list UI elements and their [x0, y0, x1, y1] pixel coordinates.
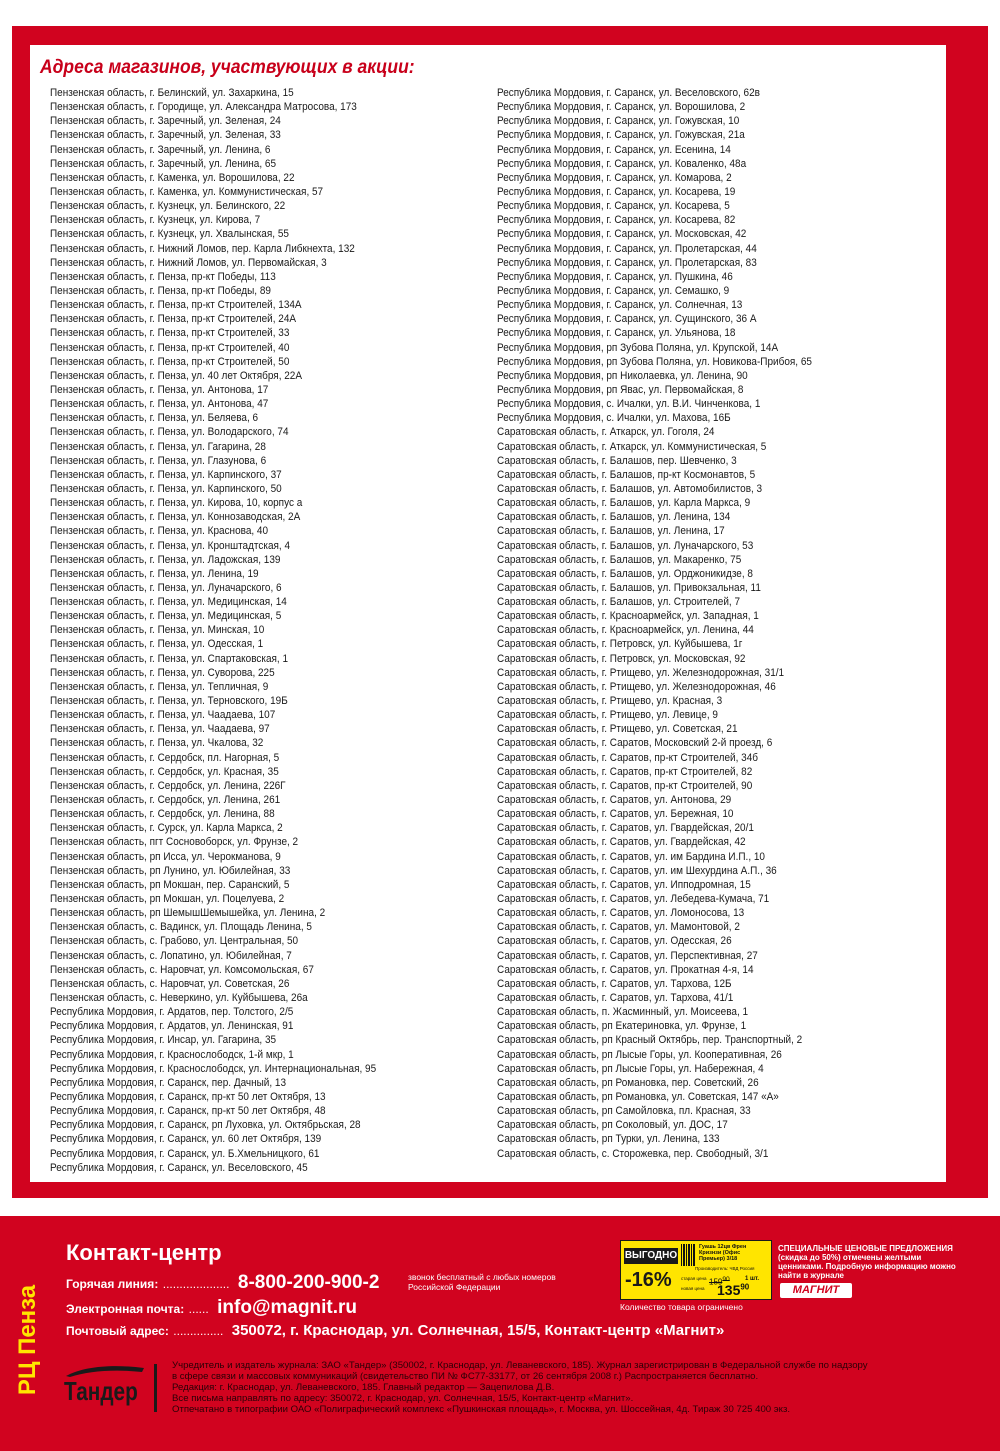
- store-address-item: Саратовская область, г. Балашов, ул. Орджоникидзе, 8: [497, 567, 753, 580]
- store-address-item: Пензенская область, г. Пенза, ул. Луначарского, 6: [50, 581, 282, 594]
- store-address-item: Пензенская область, г. Каменка, ул. Ворошилова, 22: [50, 171, 295, 184]
- store-address-item: Республика Мордовия, рп Николаевка, ул. Ленина, 90: [497, 369, 748, 382]
- store-address-item: Республика Мордовия, г. Саранск, ул. Косарева, 19: [497, 185, 736, 198]
- store-address-item: Саратовская область, г. Балашов, ул. Автомобилистов, 3: [497, 482, 763, 495]
- store-address-item: Республика Мордовия, г. Саранск, ул. Коваленко, 48а: [497, 157, 747, 170]
- store-address-item: Пензенская область, с. Лопатино, ул. Юбилейная, 7: [50, 949, 292, 962]
- store-address-item: Пензенская область, г. Кузнецк, ул. Кирова, 7: [50, 214, 261, 227]
- store-address-item: Республика Мордовия, г. Краснослободск, 1-й мкр, 1: [50, 1048, 294, 1061]
- address-list-left: [50, 86, 490, 1175]
- store-address-item: Республика Мордовия, г. Саранск, пер. Дачный, 13: [50, 1076, 287, 1089]
- postal-label: Почтовый адрес:: [66, 1324, 169, 1338]
- store-address-item: Пензенская область, с. Наровчат, ул. Советская, 26: [50, 977, 290, 990]
- store-address-item: Пензенская область, г. Пенза, ул. Гагарина, 28: [50, 440, 266, 453]
- special-offers-text: СПЕЦИАЛЬНЫЕ ЦЕНОВЫЕ ПРЕДЛОЖЕНИЯ (скидка до 50%) отмечены желтыми ценниками. Подробную информацию можно найти в журнале: [778, 1244, 956, 1280]
- store-address-item: Пензенская область, г. Пенза, пр-кт Строителей, 40: [50, 341, 290, 354]
- tander-logo-text: Тандер: [64, 1376, 138, 1406]
- store-address-item: Саратовская область, г. Саратов, ул. Ломоносова, 13: [497, 907, 745, 920]
- store-address-item: Саратовская область, г. Балашов, пер. Шевченко, 3: [497, 454, 737, 467]
- store-address-item: Пензенская область, г. Пенза, ул. 40 лет Октября, 22А: [50, 369, 303, 382]
- store-address-item: Пензенская область, г. Пенза, ул. Карпинского, 37: [50, 468, 282, 481]
- publisher-imprint: [172, 1360, 972, 1415]
- price-tag-example: [620, 1240, 772, 1300]
- store-address-item: Саратовская область, г. Саратов, ул. Тархова, 41/1: [497, 992, 734, 1004]
- store-address-item: Республика Мордовия, г. Саранск, ул. Комарова, 2: [497, 171, 732, 184]
- store-address-item: Саратовская область, г. Ртищево, ул. Левице, 9: [497, 709, 718, 722]
- contact-center-title: Контакт-центр: [66, 1240, 222, 1265]
- store-address-item: Пензенская область, г. Кузнецк, ул. Хвалынская, 55: [50, 228, 289, 241]
- store-address-item: Саратовская область, рп Турки, ул. Ленина, 133: [497, 1133, 720, 1146]
- store-address-item: Пензенская область, г. Нижний Ломов, ул. Первомайская, 3: [50, 256, 327, 269]
- store-address-item: Саратовская область, г. Балашов, пр-кт Космонавтов, 5: [497, 468, 756, 481]
- store-address-item: Пензенская область, г. Пенза, ул. Володарского, 74: [50, 426, 289, 439]
- store-address-item: Пензенская область, г. Пенза, ул. Антонова, 47: [50, 398, 269, 411]
- store-address-item: Саратовская область, г. Саратов, ул. им Шехурдина А.П., 36: [497, 864, 777, 877]
- store-address-item: Саратовская область, г. Балашов, ул. Строителей, 7: [497, 596, 741, 609]
- barcode-icon: [681, 1244, 695, 1266]
- store-address-item: Саратовская область, рп Лысые Горы, ул. Набережная, 4: [497, 1062, 764, 1075]
- store-address-item: Пензенская область, г. Пенза, ул. Кирова, 10, корпус а: [50, 497, 303, 510]
- store-address-item: Республика Мордовия, г. Саранск, ул. Семашко, 9: [497, 284, 730, 297]
- store-address-item: Республика Мордовия, г. Саранск, ул. Ворошилова, 2: [497, 101, 746, 114]
- store-address-item: Пензенская область, г. Пенза, пр-кт Строителей, 33: [50, 327, 290, 340]
- store-address-item: Пензенская область, пгт Сосновоборск, ул. Фрунзе, 2: [50, 836, 299, 849]
- list-title: Адреса магазинов, участвующих в акции:: [40, 57, 415, 78]
- store-address-item: Пензенская область, с. Наровчат, ул. Комсомольская, 67: [50, 963, 314, 976]
- store-address-item: Пензенская область, г. Сердобск, ул. Красная, 35: [50, 765, 279, 778]
- store-address-item: Республика Мордовия, с. Ичалки, ул. В.И. Чинченкова, 1: [497, 398, 761, 411]
- store-address-item: Республика Мордовия, г. Ардатов, ул. Ленинская, 91: [50, 1020, 294, 1033]
- store-address-item: Республика Мордовия, рп Зубова Поляна, ул. Крупской, 14А: [497, 341, 779, 354]
- store-address-item: Саратовская область, г. Ртищево, ул. Советская, 21: [497, 723, 738, 736]
- store-address-item: Саратовская область, г. Балашов, ул. Макаренко, 75: [497, 553, 742, 566]
- store-address-item: Пензенская область, рп Исса, ул. Черокманова, 9: [50, 850, 281, 863]
- store-address-item: Саратовская область, г. Саратов, пр-кт Строителей, 82: [497, 765, 753, 778]
- imprint-line: Отпечатано в типографии ОАО «Полиграфический комплекс «Пушкинская площадь», г. Москва, ул. Шоссейная, 4д. Тираж 30 725 400 экз.: [172, 1404, 791, 1415]
- store-address-item: Пензенская область, г. Пенза, пр-кт Строителей, 24А: [50, 313, 297, 326]
- store-address-item: Саратовская область, г. Саратов, ул. Тархова, 12Б: [497, 977, 732, 990]
- tander-logo: [64, 1364, 146, 1412]
- store-address-item: Саратовская область, г. Красноармейск, ул. Ленина, 44: [497, 624, 754, 637]
- store-address-item: Пензенская область, г. Пенза, ул. Тепличная, 9: [50, 680, 269, 693]
- store-address-item: Пензенская область, г. Пенза, ул. Карпинского, 50: [50, 482, 282, 495]
- store-address-item: Саратовская область, г. Ртищево, ул. Красная, 3: [497, 695, 723, 708]
- store-address-item: Республика Мордовия, г. Саранск, ул. Веселовского, 45: [50, 1161, 308, 1174]
- store-address-item: Саратовская область, г. Петровск, ул. Московская, 92: [497, 652, 746, 665]
- store-address-item: Пензенская область, г. Пенза, ул. Краснова, 40: [50, 525, 269, 538]
- promo-tag: ВЫГОДНО: [624, 1248, 678, 1264]
- store-address-item: Пензенская область, г. Пенза, ул. Чаадаева, 107: [50, 709, 276, 722]
- store-address-item: Республика Мордовия, с. Ичалки, ул. Махова, 16Б: [497, 412, 731, 425]
- store-address-item: Саратовская область, г. Красноармейск, ул. Западная, 1: [497, 610, 759, 623]
- store-address-item: Пензенская область, г. Пенза, пр-кт Строителей, 50: [50, 355, 290, 368]
- store-address-item: Саратовская область, г. Саратов, Московский 2-й проезд, 6: [497, 737, 773, 750]
- store-address-item: Пензенская область, г. Нижний Ломов, пер. Карла Либкнехта, 132: [50, 242, 355, 255]
- old-price-label: старая цена: [681, 1276, 707, 1281]
- store-address-item: Пензенская область, г. Пенза, ул. Спартаковская, 1: [50, 652, 289, 665]
- store-address-item: Пензенская область, рп Мокшан, ул. Поцелуева, 2: [50, 893, 285, 906]
- store-address-item: Пензенская область, г. Сердобск, ул. Ленина, 226Г: [50, 779, 286, 792]
- store-address-item: Саратовская область, г. Саратов, пр-кт Строителей, 90: [497, 779, 753, 792]
- store-address-item: Пензенская область, г. Заречный, ул. Ленина, 6: [50, 143, 271, 156]
- store-address-item: Пензенская область, г. Пенза, ул. Медицинская, 14: [50, 596, 287, 609]
- postal-address: 350072, г. Краснодар, ул. Солнечная, 15/5, Контакт-центр «Магнит»: [231, 1322, 725, 1339]
- store-address-item: Саратовская область, г. Ртищево, ул. Железнодорожная, 46: [497, 680, 776, 693]
- store-address-item: Республика Мордовия, г. Саранск, ул. Солнечная, 13: [497, 299, 743, 312]
- postal-dots: ...............: [173, 1324, 224, 1338]
- store-address-item: Республика Мордовия, г. Инсар, ул. Гагарина, 35: [50, 1034, 277, 1047]
- hotline-number[interactable]: 8-800-200-900-2: [237, 1272, 380, 1293]
- store-address-item: Саратовская область, г. Саратов, ул. им Бардина И.П., 10: [497, 850, 765, 863]
- store-address-item: Саратовская область, г. Балашов, ул. Карла Маркса, 9: [497, 497, 751, 510]
- store-address-item: Республика Мордовия, г. Саранск, ул. Пролетарская, 44: [497, 242, 757, 255]
- store-address-item: Пензенская область, г. Кузнецк, ул. Белинского, 22: [50, 200, 286, 213]
- new-price-label: новая цена: [681, 1286, 705, 1291]
- store-address-item: Пензенская область, г. Пенза, ул. Чаадаева, 97: [50, 723, 270, 736]
- price-tag-details: [681, 1244, 769, 1296]
- store-address-item: Пензенская область, г. Пенза, ул. Чкалова, 32: [50, 737, 264, 750]
- store-address-item: Пензенская область, рп Лунино, ул. Юбилейная, 33: [50, 864, 291, 877]
- address-list-right: [497, 86, 937, 1161]
- magnit-logo: МАГНИТ: [780, 1283, 852, 1298]
- store-address-item: Пензенская область, г. Сурск, ул. Карла Маркса, 2: [50, 822, 283, 835]
- store-address-item: Пензенская область, г. Пенза, пр-кт Победы, 89: [50, 284, 271, 297]
- store-address-item: Республика Мордовия, г. Саранск, ул. Косарева, 82: [497, 214, 736, 227]
- store-address-item: Саратовская область, г. Саратов, ул. Ипподромная, 15: [497, 878, 751, 891]
- store-address-item: Саратовская область, г. Саратов, пр-кт Строителей, 34б: [497, 751, 758, 764]
- store-address-item: Республика Мордовия, г. Саранск, пр-кт 50 лет Октября, 13: [50, 1090, 326, 1103]
- store-address-item: Пензенская область, г. Пенза, ул. Суворова, 225: [50, 666, 275, 679]
- email-label: Электронная почта:: [66, 1302, 185, 1316]
- store-address-item: Саратовская область, рп Самойловка, пл. Красная, 33: [497, 1105, 751, 1118]
- hotline-label: Горячая линия:: [66, 1277, 159, 1291]
- store-address-item: Саратовская область, г. Ртищево, ул. Железнодорожная, 31/1: [497, 666, 785, 679]
- store-address-item: Республика Мордовия, г. Саранск, ул. 60 лет Октября, 139: [50, 1133, 322, 1146]
- imprint-line: Учредитель и издатель журнала: ЗАО «Тандер» (350002, г. Краснодар, ул. Леваневского, 185). Журнал зарегистрирован в Федеральной службе по надзору: [172, 1360, 868, 1371]
- imprint-line: в сфере связи и массовых коммуникаций (свидетельство ПИ № ФС77-33177, от 26 сентября 2008 г.) Распространяется бесплатно.: [172, 1371, 759, 1382]
- store-address-item: Республика Мордовия, г. Саранск, пр-кт 50 лет Октября, 48: [50, 1105, 326, 1118]
- store-address-item: Пензенская область, г. Пенза, ул. Медицинская, 5: [50, 610, 282, 623]
- store-address-item: Республика Мордовия, г. Саранск, ул. Пролетарская, 83: [497, 256, 757, 269]
- store-address-item: Саратовская область, рп Романовка, ул. Советская, 147 «А»: [497, 1090, 779, 1103]
- store-address-item: Саратовская область, г. Саратов, ул. Гвардейская, 42: [497, 836, 746, 849]
- store-address-item: Пензенская область, г. Пенза, ул. Беляева, 6: [50, 412, 259, 425]
- store-address-item: Пензенская область, с. Вадинск, ул. Площадь Ленина, 5: [50, 921, 312, 934]
- email-row: [66, 1297, 357, 1319]
- store-address-item: Республика Мордовия, г. Саранск, ул. Гожувская, 10: [497, 115, 740, 128]
- store-address-item: Саратовская область, рп Красный Октябрь, пер. Транспортный, 2: [497, 1034, 803, 1047]
- store-address-item: Пензенская область, рп ШемышШемышейка, ул. Ленина, 2: [50, 907, 326, 920]
- promo-percent: -16%: [625, 1269, 672, 1291]
- store-address-item: Саратовская область, рп Лысые Горы, ул. Кооперативная, 26: [497, 1048, 782, 1061]
- new-price: $135^{90}$: [717, 1282, 750, 1298]
- store-address-item: Пензенская область, г. Пенза, ул. Ленина, 19: [50, 567, 259, 580]
- store-address-item: Пензенская область, г. Пенза, ул. Одесская, 1: [50, 638, 264, 651]
- store-address-item: Саратовская область, п. Жасминный, ул. Моисеева, 1: [497, 1006, 749, 1019]
- logo-divider: [154, 1364, 157, 1412]
- store-address-item: Саратовская область, г. Саратов, ул. Антонова, 29: [497, 794, 732, 807]
- store-address-item: Пензенская область, с. Грабово, ул. Центральная, 50: [50, 935, 299, 948]
- store-address-item: Пензенская область, с. Неверкино, ул. Куйбышева, 26а: [50, 992, 308, 1004]
- store-address-item: Саратовская область, г. Саратов, ул. Лебедева-Кумача, 71: [497, 893, 770, 906]
- store-address-item: Саратовская область, рп Екатериновка, ул. Фрунзе, 1: [497, 1020, 747, 1033]
- store-address-item: Саратовская область, рп Романовка, пер. Советский, 26: [497, 1076, 759, 1089]
- hotline-note: звонок бесплатный с любых номеров Российской Федерации: [408, 1272, 556, 1292]
- store-address-item: Пензенская область, г. Пенза, ул. Антонова, 17: [50, 383, 269, 396]
- imprint-line: Все письма направлять по адресу: 350072, г. Краснодар, ул. Солнечная, 15/5, Контакт-центр «Магнит».: [172, 1393, 634, 1404]
- old-price: $159^{90}$: [709, 1276, 730, 1287]
- store-address-item: Пензенская область, г. Каменка, ул. Коммунистическая, 57: [50, 185, 324, 198]
- store-address-item: Республика Мордовия, г. Саранск, ул. Ульянова, 18: [497, 327, 736, 340]
- store-address-item: Саратовская область, г. Саратов, ул. Прокатная 4-я, 14: [497, 963, 754, 976]
- store-address-item: Пензенская область, г. Пенза, ул. Коннозаводская, 2А: [50, 511, 301, 524]
- store-address-item: Республика Мордовия, рп Явас, ул. Первомайская, 8: [497, 383, 744, 396]
- store-address-item: Саратовская область, г. Саратов, ул. Бережная, 10: [497, 808, 734, 821]
- store-address-item: Пензенская область, г. Белинский, ул. Захаркина, 15: [50, 87, 294, 99]
- store-address-item: Пензенская область, г. Городище, ул. Александра Матросова, 173: [50, 101, 357, 114]
- store-address-item: Республика Мордовия, г. Саранск, ул. Есенина, 14: [497, 143, 731, 156]
- email-link[interactable]: info@magnit.ru: [217, 1297, 358, 1318]
- store-address-item: Саратовская область, г. Аткарск, ул. Коммунистическая, 5: [497, 440, 767, 453]
- store-address-item: Пензенская область, г. Пенза, ул. Минская, 10: [50, 624, 265, 637]
- store-address-item: Саратовская область, г. Балашов, ул. Ленина, 134: [497, 511, 731, 524]
- store-address-item: Пензенская область, г. Пенза, пр-кт Строителей, 134А: [50, 299, 302, 312]
- region-label: РЦ Пенза: [14, 1284, 41, 1396]
- hotline-dots: ....................: [162, 1277, 230, 1291]
- store-address-item: Республика Мордовия, г. Саранск, ул. Московская, 42: [497, 228, 747, 241]
- imprint-line: Редакция: г. Краснодар, ул. Леваневского, 185. Главный редактор — Зацепилова Д.В.: [172, 1382, 555, 1393]
- hotline-row: [66, 1272, 379, 1294]
- store-address-item: Саратовская область, г. Саратов, ул. Одесская, 26: [497, 935, 732, 948]
- store-address-item: Саратовская область, г. Саратов, ул. Перспективная, 27: [497, 949, 758, 962]
- product-maker: Производитель: ЧВД Россия: [695, 1266, 755, 1271]
- store-address-item: Республика Мордовия, рп Зубова Поляна, ул. Новикова-Прибоя, 65: [497, 355, 812, 368]
- store-address-item: Саратовская область, рп Соколовый, ул. ДОС, 17: [497, 1119, 728, 1132]
- store-address-item: Пензенская область, г. Пенза, ул. Ладожская, 139: [50, 553, 281, 566]
- limited-quantity-note: Количество товара ограничено: [620, 1302, 743, 1312]
- store-address-item: Пензенская область, г. Пенза, пр-кт Победы, 113: [50, 270, 276, 283]
- store-address-item: Пензенская область, г. Заречный, ул. Зеленая, 24: [50, 115, 281, 128]
- store-address-item: Саратовская область, г. Балашов, ул. Привокзальная, 11: [497, 581, 761, 594]
- store-address-item: Республика Мордовия, г. Саранск, ул. Гожувская, 21а: [497, 129, 745, 142]
- postal-row: [66, 1322, 724, 1340]
- product-qty: 1 шт.: [745, 1276, 760, 1282]
- store-address-item: Пензенская область, г. Сердобск, ул. Ленина, 261: [50, 794, 281, 807]
- store-address-item: Саратовская область, г. Саратов, ул. Гвардейская, 20/1: [497, 822, 754, 835]
- store-address-item: Республика Мордовия, г. Краснослободск, ул. Интернациональная, 95: [50, 1062, 377, 1075]
- store-address-item: Республика Мордовия, г. Саранск, ул. Косарева, 5: [497, 200, 730, 213]
- store-address-item: Пензенская область, г. Сердобск, ул. Ленина, 88: [50, 808, 275, 821]
- store-address-item: Саратовская область, с. Сторожевка, пер. Свободный, 3/1: [497, 1147, 769, 1160]
- store-address-item: Республика Мордовия, г. Саранск, ул. Сущинского, 36 А: [497, 313, 757, 326]
- store-address-item: Республика Мордовия, г. Саранск, ул. Пушкина, 46: [497, 270, 733, 283]
- store-address-item: Саратовская область, г. Балашов, ул. Ленина, 17: [497, 525, 725, 538]
- store-address-item: Пензенская область, г. Пенза, ул. Терновского, 19Б: [50, 695, 288, 708]
- store-address-item: Пензенская область, г. Пенза, ул. Кронштадтская, 4: [50, 539, 291, 552]
- store-address-item: Саратовская область, г. Петровск, ул. Куйбышева, 1г: [497, 638, 743, 651]
- store-address-item: Пензенская область, г. Заречный, ул. Зеленая, 33: [50, 129, 281, 142]
- product-name: Гуашь 12цв Френ Кризнзи (Офис Премьер) 3/18: [699, 1244, 747, 1262]
- store-address-item: Пензенская область, г. Пенза, ул. Глазунова, 6: [50, 454, 267, 467]
- store-address-item: Пензенская область, г. Заречный, ул. Ленина, 65: [50, 157, 277, 170]
- store-address-item: Республика Мордовия, г. Саранск, ул. Веселовского, 62в: [497, 87, 760, 99]
- store-address-item: Саратовская область, г. Саратов, ул. Мамонтовой, 2: [497, 921, 740, 934]
- store-address-item: Пензенская область, г. Сердобск, пл. Нагорная, 5: [50, 751, 280, 764]
- store-address-item: Пензенская область, рп Мокшан, пер. Саранский, 5: [50, 878, 290, 891]
- store-address-item: Саратовская область, г. Аткарск, ул. Гоголя, 24: [497, 426, 715, 439]
- store-address-item: Республика Мордовия, г. Саранск, ул. Б.Хмельницкого, 61: [50, 1147, 320, 1160]
- store-address-item: Республика Мордовия, г. Саранск, рп Луховка, ул. Октябрьская, 28: [50, 1119, 361, 1132]
- email-dots: ......: [188, 1302, 209, 1316]
- store-address-item: Республика Мордовия, г. Ардатов, пер. Толстого, 2/5: [50, 1006, 294, 1019]
- store-address-item: Саратовская область, г. Балашов, ул. Луначарского, 53: [497, 539, 754, 552]
